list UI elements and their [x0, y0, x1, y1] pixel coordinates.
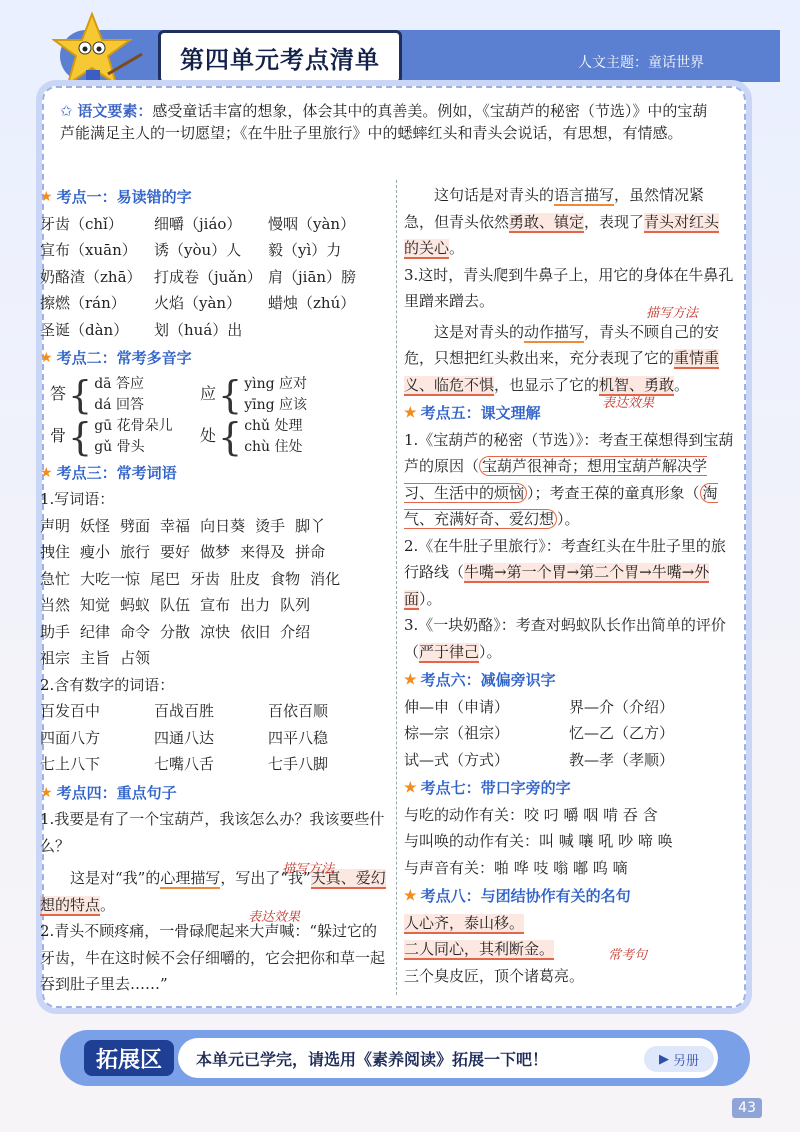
sentence-quote: 3.这时，青头爬到牛鼻子上，用它的身体在牛鼻孔里蹭来蹭去。	[404, 265, 734, 310]
word-row: 当然 知觉 蚂蚁 队伍 宣布 出力 队列	[40, 596, 311, 614]
word-row: 助手 纪律 命令 分散 凉快 依旧 介绍	[40, 622, 311, 641]
section-heading: ★ 考点八：与团结协作有关的名句	[404, 883, 734, 910]
extension-text-box	[178, 1038, 718, 1078]
star-icon: ✩	[60, 102, 73, 120]
column-divider	[396, 180, 397, 995]
star-bullet-icon: ★	[404, 672, 417, 688]
page-number: 43	[732, 1098, 762, 1118]
list-item: 伸—申（申请） 界—介（介绍）	[404, 697, 675, 716]
star-bullet-icon: ★	[40, 189, 53, 205]
list-item: 圣诞（dàn） 划（huá）出	[40, 320, 243, 339]
section-heading: ★ 考点三：常考词语	[40, 460, 390, 487]
page-title: 第四单元考点清单	[158, 30, 402, 84]
polyphone-item: 答 { dā 答应 dá 回答	[50, 372, 144, 417]
comprehension-item: 2.《在牛肚子里旅行》：考查红头在牛肚子里的旅行路线（牛嘴→第一个胃→第二个胃→牛嘴→外面）。	[404, 536, 726, 608]
list-item: 牙齿（chǐ） 细嚼（jiáo） 慢咽（yàn）	[40, 214, 356, 233]
word-row: 祖宗 主旨 占领	[40, 649, 151, 667]
section-heading: ★ 考点七：带口字旁的字	[404, 775, 734, 802]
word-row: 七上八下 七嘴八舌 七手八脚	[40, 755, 329, 773]
section-heading: ★ 考点四：重点句子	[40, 780, 390, 807]
subheading: 2.含有数字的词语：	[40, 675, 175, 694]
list-item: 宣布（xuān） 诱（yòu）人 毅（yì）力	[40, 241, 342, 259]
list-item: 擦燃（rán） 火焰（yàn） 蜡烛（zhú）	[40, 294, 356, 312]
theme-label: 人文主题：童话世界	[578, 55, 704, 71]
sentence-analysis: 这是对青头的动作描写，青头不顾自己的安危，只想把红头救出来，充分表现了它的重情重义、临危不惧，也显示了它的机智、勇敢。	[404, 322, 720, 394]
word-row: 急忙 大吃一惊 尾巴 牙齿 肚皮 食物 消化	[40, 569, 341, 588]
annotation: 表达效果	[248, 910, 301, 925]
polyphone-item: 骨 { gū 花骨朵儿 gǔ 骨头	[50, 414, 173, 459]
annotation: 描写方法	[282, 862, 335, 877]
intro-label: 语文要素：	[77, 102, 153, 120]
word-row: 声明 妖怪 劈面 幸福 向日葵 烫手 脚丫	[40, 516, 326, 535]
sentence-analysis: 这句话是对青头的语言描写，虽然情况紧急，但青头依然勇敢、镇定，表现了青头对红头的关心。	[404, 186, 720, 257]
list-item: 与叫唤的动作有关：叫 喊 嚷 吼 吵 啼 唤	[404, 832, 673, 850]
annotation: 常考句	[608, 948, 648, 963]
extension-label: 拓展区	[84, 1040, 174, 1076]
list-item: 试—式（方式） 教—孝（孝顺）	[404, 750, 675, 769]
star-bullet-icon: ★	[404, 780, 417, 796]
list-item: 与声音有关：啪 哗 吱 嗡 嘟 呜 嘀	[404, 858, 628, 877]
word-row: 四面八方 四通八达 四平八稳	[40, 728, 329, 747]
polyphone-item: 处 { chǔ 处理 chù 住处	[200, 414, 303, 459]
section-heading: ★ 考点一：易读错的字	[40, 184, 390, 211]
comprehension-item: 3.《一块奶酪》：考查对蚂蚁队长作出简单的评价（严于律己）。	[404, 616, 726, 661]
sentence-quote: 2.青头不顾疼痛，一骨碌爬起来大声喊：“躲过它的牙齿，牛在这时候不会仔细嚼的，它会把你和草一起吞到肚子里去……”	[40, 922, 386, 993]
extension-text: 本单元已学完，请选用《素养阅读》拓展一下吧！	[196, 1049, 549, 1069]
star-bullet-icon: ★	[40, 784, 53, 801]
sentence-analysis: 这是对“我”的心理描写，写出了“我”天真、爱幻想的特点。	[40, 869, 386, 914]
list-item: 与吃的动作有关：咬 叼 嚼 咽 啃 吞 含	[404, 805, 658, 824]
star-bullet-icon: ★	[404, 888, 417, 904]
left-column	[40, 182, 390, 998]
list-item: 二人同心，其利断金。	[404, 940, 555, 958]
word-row: 百发百中 百战百胜 百依百顺	[40, 702, 329, 720]
comprehension-item: 1.《宝葫芦的秘密（节选）》：考查王葆想得到宝葫芦的原因（ 宝葫芦很神奇；想用宝葫芦解决学习、生活中的烦恼 ）；考查王葆的童真形象（ 淘气、充满好奇、爱幻想 ）。	[404, 430, 734, 528]
annotation: 表达效果	[602, 396, 655, 411]
list-item: 人心齐，泰山移。	[404, 913, 525, 932]
polyphone-grid	[50, 374, 390, 458]
polyphone-item: 应 { yìng 应对 yīng 应该	[200, 372, 308, 417]
star-bullet-icon: ★	[40, 464, 53, 481]
star-bullet-icon: ★	[40, 350, 53, 366]
list-item: 奶酪渣（zhā） 打成卷（juǎn） 肩（jiān）膀	[40, 267, 357, 286]
section-heading: ★ 考点六：减偏旁识字	[404, 667, 734, 694]
intro-text: 感受童话丰富的想象，体会其中的真善美。例如，《宝葫芦的秘密（节选）》中的宝葫芦能满足主人的一切愿望；《在牛肚子里旅行》中的蟋蟀红头和青头会说话，有思想，有情感。	[60, 102, 708, 142]
list-item: 三个臭皮匠，顶个诸葛亮。	[404, 966, 585, 985]
intro-block	[60, 100, 720, 144]
annotation: 描写方法	[646, 306, 699, 321]
section-heading: ★ 考点二：常考多音字	[40, 345, 390, 372]
word-row: 拽住 瘦小 旅行 要好 做梦 来得及 拼命	[40, 543, 326, 561]
other-book-button[interactable]: ▶ 另册	[644, 1046, 714, 1072]
list-item: 棕—宗（祖宗） 忆—乙（乙方）	[404, 724, 675, 742]
subheading: 1.写词语：	[40, 490, 115, 508]
sentence-quote: 1.我要是有了一个宝葫芦，我该怎么办？我该要些什么？	[40, 810, 385, 855]
star-bullet-icon: ★	[404, 405, 417, 421]
section-heading: ★ 考点五：课文理解	[404, 400, 734, 427]
play-icon: ▶	[658, 1051, 669, 1067]
